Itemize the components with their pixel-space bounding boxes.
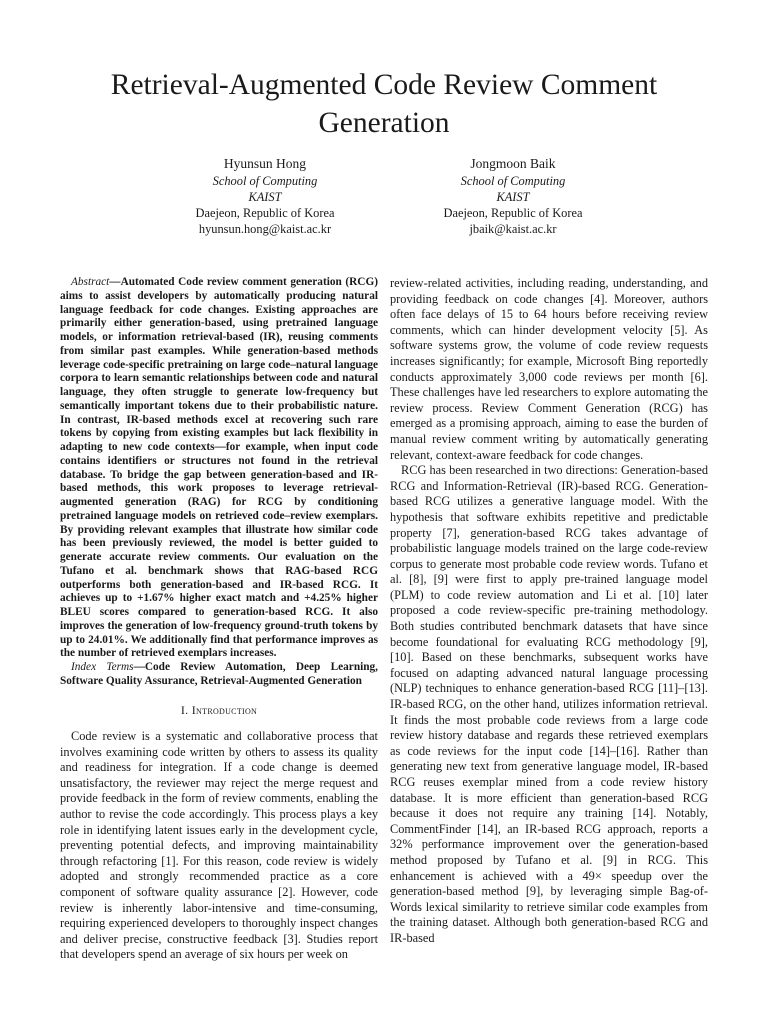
intro-paragraph: RCG has been researched in two directions: Generation-based RCG and Information-Retrieval (IR)-based RCG. Generation-based RCG utilizes a generative language model. With the hypothesis that software exhibits repetitive and predictable property [7], generation-based RCG takes advantage of probabilistic language models trained on the large code-review corpus to generate most probable code review words. Tufano et al. [8], [9] were first to apply pre-trained language model (PLM) to code review automation and Li et al. [10] later proposed a code review-specific pre-training methodology. Both studies contributed benchmark datasets that have since become foundational for evaluating RCG methodology [9], [10]. Based on these benchmarks, subsequent works have focused on adapting advanced natural language processing (NLP) techniques to enhance generation-based RCG [11]–[13]. IR-based RCG, on the other hand, utilizes information retrieval. It finds the most probable code reviews from a large code review history database and regards these retrieved exemplars as code reviews for the input code [14]–[16]. Rather than generating new text from generative language model, IR-based RCG reuses exemplar mined from a code review history database. It is more efficient than generation-based RCG because it does not require any training [14]. Notably, CommentFinder [14], an IR-based RCG approach, reports a 32% performance improvement over the generation-based method proposed by Tufano et al. [9] in RCG. This enhancement is achieved with a 49× speedup over the generation-based method [9], by leveraging simple Bag-of-Words lexical similarity to retrieve similar code examples from the training dataset. Although both generation-based RCG and IR-based [390, 463, 708, 945]
section-heading-introduction: I. Introduction [180, 702, 258, 717]
author-organization: KAIST [496, 190, 530, 204]
intro-paragraph-continued: review-related activities, including reading, understanding, and providing feedback on code changes [4]. Moreover, authors often face delays of 15 to 64 hours before receiving review comments, which can hinder development velocity [5]. As software systems grow, the volume of code review requests increases significantly; for example, Microsoft Bing reportedly conducts approximately 3,000 code reviews per month [6]. These challenges have led researchers to explore automating the review process. Review Comment Generation (RCG) has emerged as a promising approach, aiming to ease the burden of manual review comment writing by automatically generating relevant, context-aware feedback for code changes. [390, 276, 708, 462]
abstract [60, 276, 378, 661]
abstract-label: Abstract [71, 276, 110, 288]
abstract-text: —Automated Code review comment generation (RCG) aims to assist developers by automatically producing natural language feedback for code changes. Existing approaches are primarily either generation-based, using pretrained language models, or information retrieval-based (IR), reusing comments from similar past examples. While generation-based methods leverage code-specific pretraining on large code–natural language corpora to learn semantic relationships between code and natural language, they often struggle to generate low-frequency but semantically important tokens due to their probabilistic nature. In contrast, IR-based methods excel at recovering such rare tokens by copying from existing examples but lack flexibility in adapting to new code contexts—for example, when input code contains identifiers or structures not found in the retrieval database. To bridge the gap between generation-based and IR-based methods, this work proposes to leverage retrieval-augmented generation (RAG) for RCG by conditioning pretrained language models on retrieved code–review exemplars. By providing relevant examples that illustrate how similar code has been previously reviewed, the model is better guided to generate accurate review comments. Our evaluation on the Tufano et al. benchmark shows that RAG-based RCG outperforms both generation-based and IR-based RCG. It achieves up to +1.67% higher exact match and +4.25% higher BLEU scores compared to generation-based RCG. It also improves the generation of low-frequency ground-truth tokens by up to 24.01%. We additionally find that performance improves as the number of retrieved exemplars increases. [60, 276, 378, 660]
author-email: hyunsun.hong@kaist.ac.kr [198, 222, 332, 236]
right-column [390, 276, 708, 947]
index-terms-label: Index Terms [71, 661, 134, 673]
author-organization: KAIST [248, 190, 282, 204]
intro-paragraph: Code review is a systematic and collaborative process that involves examining code written by others to assess its quality and readiness for integration. If a code change is deemed unsatisfactory, the reviewer may reject the merge request and provide feedback in the form of review comments, enabling the author to revise the code accordingly. This process plays a key role in identifying latent issues early in the development cycle, preventing potential defects, and improving maintainability through refactoring [1]. For this reason, code review is widely adopted and strongly recommended practice as a core component of software quality assurance [2]. However, code review is inherently labor-intensive and time-consuming, requiring experienced developers to thoroughly inspect changes and deliver precise, constructive feedback [3]. Studies report that developers spend an average of six hours per week on [60, 729, 378, 962]
author-location: Daejeon, Republic of Korea [195, 206, 335, 220]
index-terms [60, 661, 378, 689]
paper-title: Retrieval-Augmented Code Review Comment Generation [110, 69, 658, 139]
author-location: Daejeon, Republic of Korea [443, 206, 583, 220]
author-name: Hyunsun Hong [223, 156, 307, 171]
left-column [60, 276, 378, 963]
author-email: jbaik@kaist.ac.kr [469, 222, 557, 236]
index-terms-text: —Code Review Automation, Deep Learning, Software Quality Assurance, Retrieval-Augmented Generation [60, 661, 378, 687]
author-block-1 [135, 156, 395, 237]
author-block-2 [383, 156, 643, 237]
author-department: School of Computing [460, 174, 566, 188]
author-name: Jongmoon Baik [470, 156, 556, 171]
author-department: School of Computing [212, 174, 318, 188]
